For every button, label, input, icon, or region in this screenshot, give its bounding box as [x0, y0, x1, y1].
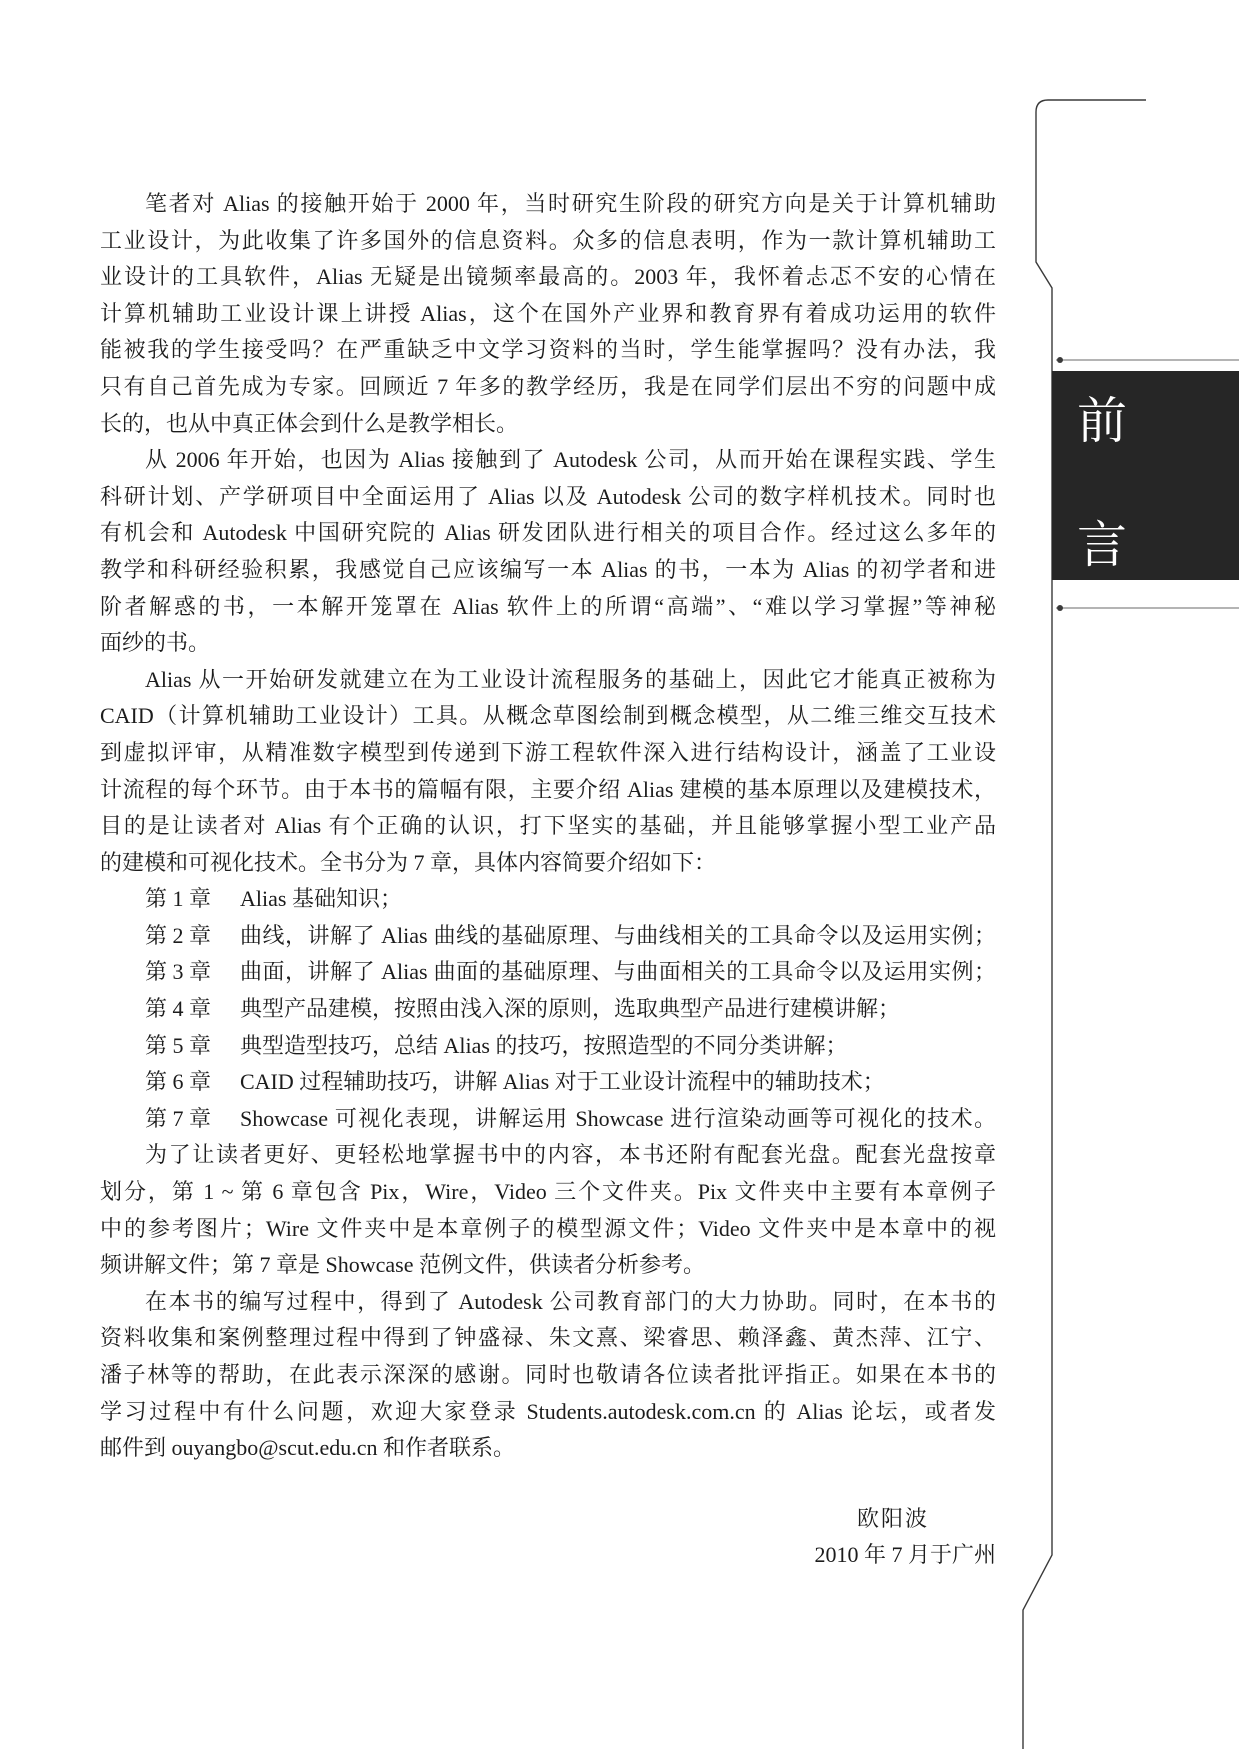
text-line: 科研计划、产学研项目中全面运用了 Alias 以及 Autodesk 公司的数字样机技术。同时也 [100, 483, 996, 509]
chapter-description: 典型产品建模，按照由浅入深的原则，选取典型产品进行建模讲解； [240, 996, 901, 1022]
chapter-description: Alias 基础知识； [240, 886, 402, 912]
text-line: 业设计的工具软件，Alias 无疑是出镜频率最高的。2003 年，我怀着忐忑不安的心情在 [100, 264, 996, 290]
chapter-item [100, 918, 996, 955]
chapter-number: 第 3 章 [145, 959, 212, 985]
paragraph-3 [100, 662, 996, 882]
chapter-description: 典型造型技巧，总结 Alias 的技巧，按照造型的不同分类讲解； [240, 1032, 848, 1058]
paragraph-5 [100, 1284, 996, 1467]
text-line: 到虚拟评审，从精准数字模型到传递到下游工程软件深入进行结构设计，涵盖了工业设 [100, 739, 996, 765]
paragraph-4 [100, 1137, 996, 1283]
marker-dot-bottom [1057, 605, 1063, 611]
marker-dot-top [1057, 357, 1063, 363]
text-line: 笔者对 Alias 的接触开始于 2000 年，当时研究生阶段的研究方向是关于计算机辅助 [145, 191, 996, 216]
text-line: 计算机辅助工业设计课上讲授 Alias，这个在国外产业界和教育界有着成功运用的软件 [100, 300, 996, 326]
chapter-number: 第 4 章 [145, 996, 212, 1022]
chapter-item [100, 1101, 996, 1138]
text-line: 只有自己首先成为专家。回顾近 7 年多的教学经历，我是在同学们层出不穷的问题中成 [100, 373, 996, 399]
text-line: 划分，第 1 ~ 第 6 章包含 Pix，Wire，Video 三个文件夹。Pix 文件夹中主要有本章例子 [100, 1179, 996, 1205]
chapter-number: 第 2 章 [145, 922, 212, 948]
text-line: 邮件到 ouyangbo@scut.edu.cn 和作者联系。 [100, 1435, 515, 1461]
chapter-number: 第 7 章 [145, 1105, 212, 1131]
chapter-tab-border [1020, 0, 1239, 1749]
text-line: 计流程的每个环节。由于本书的篇幅有限，主要介绍 Alias 建模的基本原理以及建模技术， [100, 776, 996, 802]
text-line: 从 2006 年开始，也因为 Alias 接触到了 Autodesk 公司，从而开始在课程实践、学生 [145, 447, 996, 473]
text-line: 频讲解文件；第 7 章是 Showcase 范例文件，供读者分析参考。 [100, 1252, 705, 1278]
preface-body [100, 186, 996, 1574]
text-line: 资料收集和案例整理过程中得到了钟盛禄、朱文熹、梁睿思、赖泽鑫、黄杰萍、江宁、 [100, 1325, 996, 1351]
chapter-item [100, 881, 996, 918]
chapter-item [100, 1028, 996, 1065]
text-line: CAID（计算机辅助工业设计）工具。从概念草图绘制到概念模型，从二维三维交互技术 [100, 703, 996, 729]
text-line: 在本书的编写过程中，得到了 Autodesk 公司教育部门的大力协助。同时，在本书的 [145, 1288, 996, 1314]
chapter-number: 第 1 章 [145, 886, 212, 912]
section-title-char-top: 前 [1077, 392, 1127, 450]
section-title-tab [1052, 371, 1239, 580]
text-line: 面纱的书。 [100, 630, 211, 656]
text-line: 能被我的学生接受吗？在严重缺乏中文学习资料的当时，学生能掌握吗？没有办法，我 [100, 337, 996, 363]
chapter-item [100, 991, 996, 1028]
text-line: 长的，也从中真正体会到什么是教学相长。 [100, 410, 519, 436]
chapter-description: Showcase 可视化表现，讲解运用 Showcase 进行渲染动画等可视化的技术。 [240, 1105, 996, 1131]
text-line: 目的是让读者对 Alias 有个正确的认识，打下坚实的基础，并且能够掌握小型工业产品 [100, 813, 996, 839]
chapter-item [100, 1064, 996, 1101]
text-line: 有机会和 Autodesk 中国研究院的 Alias 研发团队进行相关的项目合作。经过这么多年的 [100, 520, 996, 546]
section-title-char-bottom: 言 [1077, 516, 1127, 574]
text-line: Alias 从一开始研发就建立在为工业设计流程服务的基础上，因此它才能真正被称为 [145, 666, 996, 692]
text-line: 为了让读者更好、更轻松地掌握书中的内容，本书还附有配套光盘。配套光盘按章 [145, 1142, 996, 1168]
text-line: 中的参考图片；Wire 文件夹中是本章例子的模型源文件；Video 文件夹中是本章中的视 [100, 1215, 996, 1241]
chapter-number: 第 5 章 [145, 1032, 212, 1058]
chapter-description: 曲线，讲解了 Alias 曲线的基础原理、与曲线相关的工具命令以及运用实例； [240, 922, 996, 948]
text-line: 教学和科研经验积累，我感觉自己应该编写一本 Alias 的书，一本为 Alias 的初学者和进 [100, 556, 996, 582]
paragraph-1 [100, 186, 996, 442]
signature-block [100, 1501, 996, 1574]
paragraph-2 [100, 442, 996, 662]
signature-date-place: 2010 年 7 月于广州 [814, 1542, 996, 1568]
text-line: 的建模和可视化技术。全书分为 7 章，具体内容简要介绍如下： [100, 849, 717, 875]
chapter-item [100, 954, 996, 991]
chapter-number: 第 6 章 [145, 1069, 212, 1095]
tab-border-line [1023, 100, 1146, 1749]
chapter-list [100, 881, 996, 1137]
chapter-description: CAID 过程辅助技巧，讲解 Alias 对于工业设计流程中的辅助技术； [240, 1069, 885, 1095]
text-line: 阶者解惑的书，一本解开笼罩在 Alias 软件上的所谓“高端”、“难以学习掌握”等神秘 [100, 593, 996, 619]
text-line: 潘子林等的帮助，在此表示深深的感谢。同时也敬请各位读者批评指正。如果在本书的 [100, 1362, 996, 1387]
author-name: 欧阳波 [856, 1505, 929, 1531]
text-line: 工业设计，为此收集了许多国外的信息资料。众多的信息表明，作为一款计算机辅助工 [100, 227, 996, 253]
text-line: 学习过程中有什么问题，欢迎大家登录 Students.autodesk.com.cn 的 Alias 论坛，或者发 [100, 1398, 996, 1424]
chapter-description: 曲面，讲解了 Alias 曲面的基础原理、与曲面相关的工具命令以及运用实例； [240, 959, 996, 985]
